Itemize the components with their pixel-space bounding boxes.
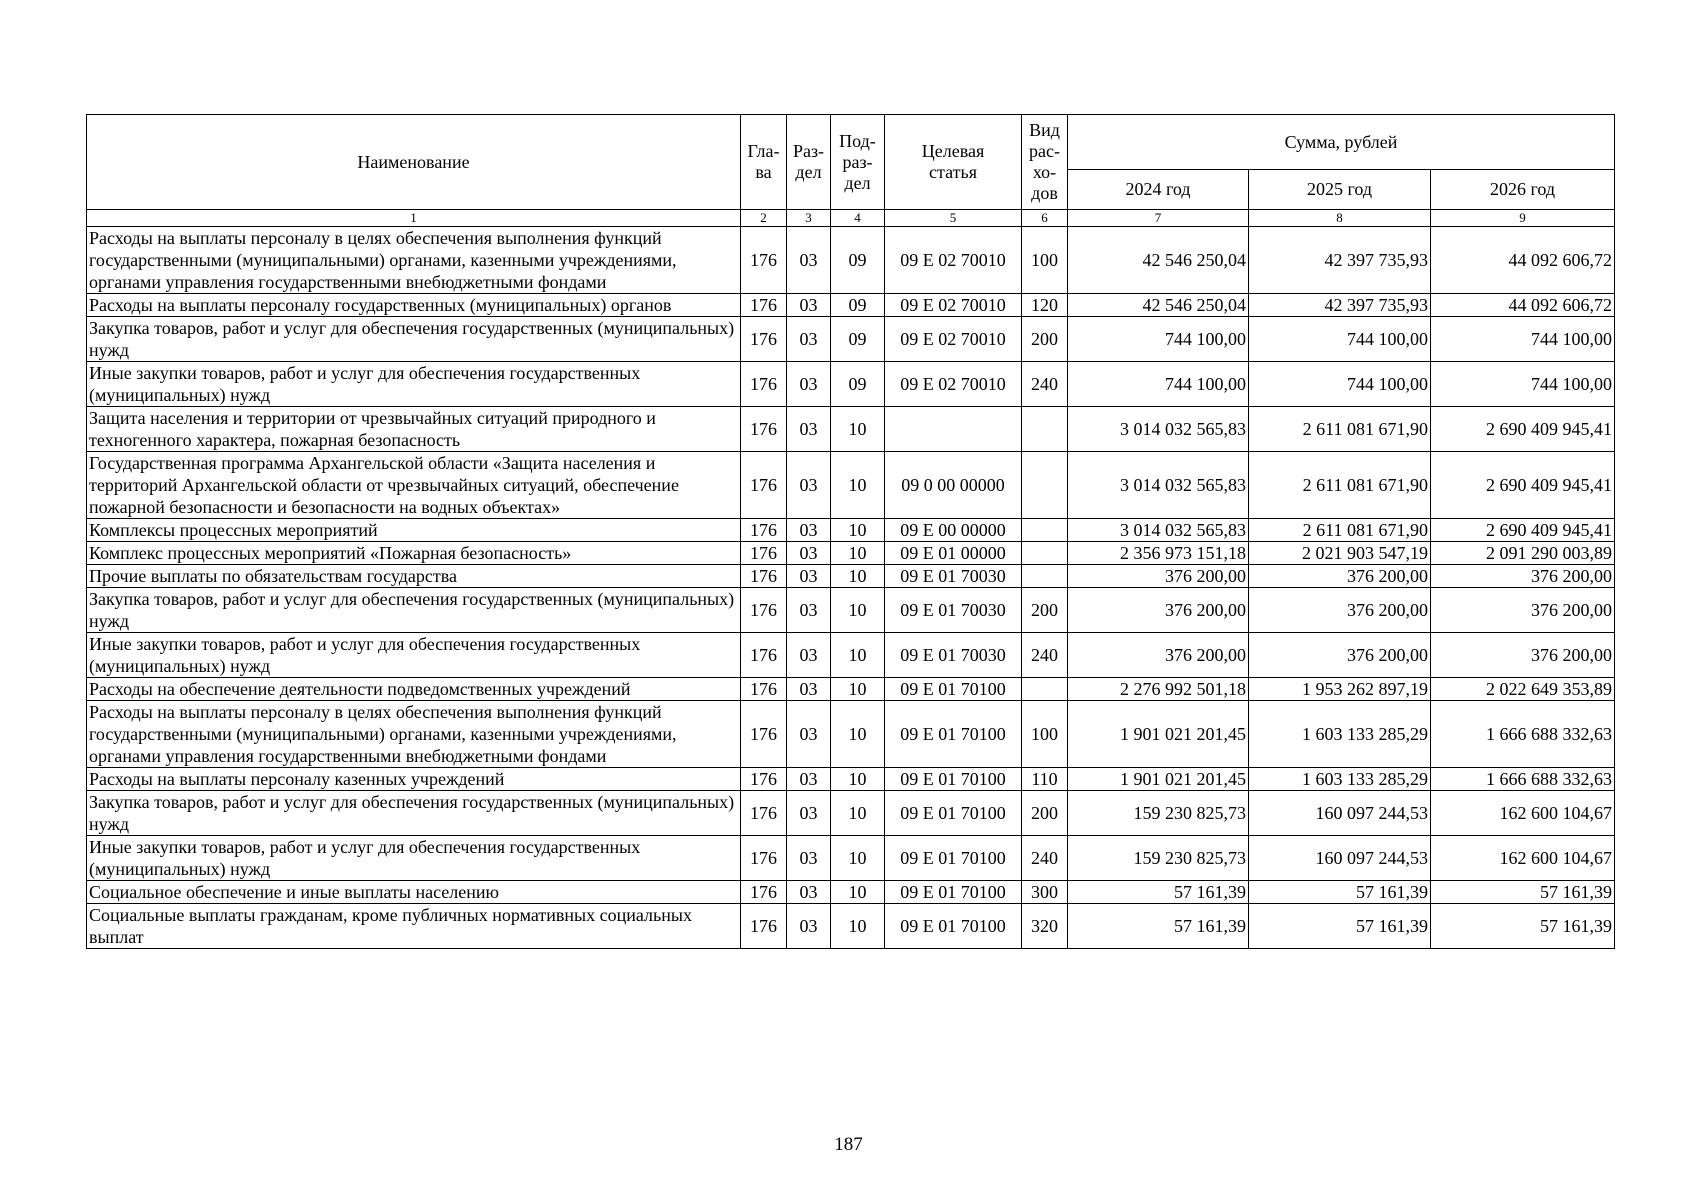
row-amount-2026: 2 022 649 353,89 [1431,678,1615,701]
row-name: Государственная программа Архангельской области «Защита населения и территорий Архангельской области от чрезвычайных ситуаций, обеспечение пожарной безопасности и безопасности на водных объектах» [87,452,741,519]
row-tselevaya-statya: 09 Е 02 70010 [885,227,1022,294]
row-name: Расходы на выплаты персоналу в целях обеспечения выполнения функций государственными (муниципальными) органами, казенными учреждениями, органами управления государственными внебюджетными фондами [87,701,741,768]
row-podrazdel: 10 [831,565,885,588]
table-body [87,210,1615,949]
row-name: Социальное обеспечение и иные выплаты населению [87,881,741,904]
column-number: 9 [1431,210,1615,227]
row-amount-2026: 162 600 104,67 [1431,836,1615,881]
row-glava: 176 [741,791,787,836]
header-name: Наименование [87,115,741,210]
row-podrazdel: 09 [831,227,885,294]
header-razdel: Раз- дел [787,115,831,210]
row-amount-2025: 42 397 735,93 [1249,294,1431,317]
row-glava: 176 [741,768,787,791]
row-name: Иные закупки товаров, работ и услуг для обеспечения государственных (муниципальных) нужд [87,362,741,407]
row-name: Закупка товаров, работ и услуг для обеспечения государственных (муниципальных) нужд [87,791,741,836]
row-name: Закупка товаров, работ и услуг для обеспечения государственных (муниципальных) нужд [87,317,741,362]
header-glava: Гла- ва [741,115,787,210]
row-tselevaya-statya: 09 Е 02 70010 [885,362,1022,407]
row-name: Иные закупки товаров, работ и услуг для обеспечения государственных (муниципальных) нужд [87,633,741,678]
table-row [87,227,1615,294]
row-name: Социальные выплаты гражданам, кроме публичных нормативных социальных выплат [87,904,741,949]
column-number: 4 [831,210,885,227]
row-vid-raskhodov: 320 [1022,904,1068,949]
row-razdel: 03 [787,678,831,701]
row-amount-2026: 1 666 688 332,63 [1431,768,1615,791]
row-amount-2025: 2 021 903 547,19 [1249,542,1431,565]
row-podrazdel: 10 [831,836,885,881]
row-amount-2026: 376 200,00 [1431,588,1615,633]
row-razdel: 03 [787,791,831,836]
row-amount-2025: 1 953 262 897,19 [1249,678,1431,701]
row-amount-2024: 42 546 250,04 [1068,227,1249,294]
row-amount-2026: 2 690 409 945,41 [1431,519,1615,542]
row-amount-2025: 2 611 081 671,90 [1249,519,1431,542]
row-razdel: 03 [787,294,831,317]
row-tselevaya-statya: 09 Е 01 70100 [885,701,1022,768]
row-vid-raskhodov: 100 [1022,701,1068,768]
row-amount-2024: 57 161,39 [1068,881,1249,904]
row-podrazdel: 09 [831,317,885,362]
row-amount-2024: 159 230 825,73 [1068,836,1249,881]
row-glava: 176 [741,407,787,452]
column-numbers-row [87,210,1615,227]
table-row [87,294,1615,317]
row-glava: 176 [741,678,787,701]
row-amount-2026: 2 091 290 003,89 [1431,542,1615,565]
row-amount-2024: 3 014 032 565,83 [1068,407,1249,452]
row-tselevaya-statya: 09 Е 01 70100 [885,904,1022,949]
row-tselevaya-statya: 09 Е 01 70100 [885,881,1022,904]
row-amount-2025: 2 611 081 671,90 [1249,407,1431,452]
row-amount-2024: 2 276 992 501,18 [1068,678,1249,701]
table-row [87,904,1615,949]
row-tselevaya-statya: 09 Е 02 70010 [885,317,1022,362]
table-row [87,407,1615,452]
row-vid-raskhodov: 240 [1022,633,1068,678]
row-vid-raskhodov: 100 [1022,227,1068,294]
row-glava: 176 [741,542,787,565]
row-name: Расходы на обеспечение деятельности подведомственных учреждений [87,678,741,701]
row-vid-raskhodov [1022,407,1068,452]
table-row [87,836,1615,881]
row-amount-2024: 744 100,00 [1068,362,1249,407]
row-vid-raskhodov [1022,452,1068,519]
row-amount-2026: 44 092 606,72 [1431,227,1615,294]
row-podrazdel: 10 [831,519,885,542]
column-number: 2 [741,210,787,227]
row-amount-2026: 2 690 409 945,41 [1431,407,1615,452]
table-row [87,701,1615,768]
row-tselevaya-statya [885,407,1022,452]
row-glava: 176 [741,836,787,881]
table-row [87,768,1615,791]
row-amount-2025: 744 100,00 [1249,362,1431,407]
header-tselevaya-statya: Целевая статья [885,115,1022,210]
row-tselevaya-statya: 09 Е 01 00000 [885,542,1022,565]
row-razdel: 03 [787,701,831,768]
row-tselevaya-statya: 09 Е 02 70010 [885,294,1022,317]
row-amount-2026: 1 666 688 332,63 [1431,701,1615,768]
row-amount-2025: 57 161,39 [1249,881,1431,904]
row-tselevaya-statya: 09 Е 01 70030 [885,565,1022,588]
row-amount-2025: 42 397 735,93 [1249,227,1431,294]
row-amount-2025: 376 200,00 [1249,633,1431,678]
row-tselevaya-statya: 09 Е 01 70030 [885,633,1022,678]
table-row [87,791,1615,836]
row-amount-2024: 159 230 825,73 [1068,791,1249,836]
row-name: Расходы на выплаты персоналу в целях обеспечения выполнения функций государственными (муниципальными) органами, казенными учреждениями, органами управления государственными внебюджетными фондами [87,227,741,294]
row-amount-2024: 1 901 021 201,45 [1068,768,1249,791]
row-name: Прочие выплаты по обязательствам государства [87,565,741,588]
row-name: Расходы на выплаты персоналу казенных учреждений [87,768,741,791]
row-vid-raskhodov [1022,542,1068,565]
row-vid-raskhodov: 110 [1022,768,1068,791]
row-amount-2024: 3 014 032 565,83 [1068,519,1249,542]
row-vid-raskhodov [1022,565,1068,588]
row-podrazdel: 10 [831,542,885,565]
header-year-2026: 2026 год [1431,170,1615,210]
row-vid-raskhodov: 120 [1022,294,1068,317]
row-tselevaya-statya: 09 Е 00 00000 [885,519,1022,542]
row-podrazdel: 10 [831,791,885,836]
row-razdel: 03 [787,565,831,588]
row-tselevaya-statya: 09 Е 01 70100 [885,678,1022,701]
row-tselevaya-statya: 09 Е 01 70100 [885,768,1022,791]
row-name: Защита населения и территории от чрезвычайных ситуаций природного и техногенного характера, пожарная безопасность [87,407,741,452]
row-amount-2025: 376 200,00 [1249,565,1431,588]
row-razdel: 03 [787,317,831,362]
row-amount-2024: 42 546 250,04 [1068,294,1249,317]
row-tselevaya-statya: 09 Е 01 70100 [885,791,1022,836]
header-year-2025: 2025 год [1249,170,1431,210]
row-razdel: 03 [787,542,831,565]
row-amount-2025: 2 611 081 671,90 [1249,452,1431,519]
row-glava: 176 [741,317,787,362]
table-row [87,519,1615,542]
row-amount-2024: 376 200,00 [1068,633,1249,678]
row-amount-2025: 376 200,00 [1249,588,1431,633]
row-amount-2025: 744 100,00 [1249,317,1431,362]
table-row [87,678,1615,701]
table-row [87,317,1615,362]
table-row [87,452,1615,519]
header-year-2024: 2024 год [1068,170,1249,210]
row-vid-raskhodov: 300 [1022,881,1068,904]
row-podrazdel: 10 [831,678,885,701]
table-row [87,588,1615,633]
row-amount-2025: 160 097 244,53 [1249,791,1431,836]
column-number: 1 [87,210,741,227]
row-podrazdel: 09 [831,294,885,317]
table-row [87,633,1615,678]
row-razdel: 03 [787,362,831,407]
row-razdel: 03 [787,227,831,294]
table-row [87,565,1615,588]
row-podrazdel: 10 [831,407,885,452]
row-podrazdel: 10 [831,701,885,768]
row-razdel: 03 [787,452,831,519]
budget-table [86,114,1615,949]
row-vid-raskhodov [1022,519,1068,542]
row-glava: 176 [741,227,787,294]
row-glava: 176 [741,362,787,407]
table-row [87,881,1615,904]
column-number: 7 [1068,210,1249,227]
row-podrazdel: 10 [831,633,885,678]
row-podrazdel: 10 [831,904,885,949]
row-tselevaya-statya: 09 Е 01 70030 [885,588,1022,633]
column-number: 6 [1022,210,1068,227]
page-number: 187 [834,1134,863,1155]
row-razdel: 03 [787,519,831,542]
row-glava: 176 [741,588,787,633]
row-amount-2024: 57 161,39 [1068,904,1249,949]
column-number: 3 [787,210,831,227]
row-vid-raskhodov [1022,678,1068,701]
row-amount-2024: 3 014 032 565,83 [1068,452,1249,519]
row-razdel: 03 [787,881,831,904]
row-podrazdel: 10 [831,452,885,519]
row-razdel: 03 [787,633,831,678]
row-amount-2026: 57 161,39 [1431,904,1615,949]
row-razdel: 03 [787,904,831,949]
row-glava: 176 [741,294,787,317]
row-name: Иные закупки товаров, работ и услуг для обеспечения государственных (муниципальных) нужд [87,836,741,881]
row-amount-2025: 57 161,39 [1249,904,1431,949]
row-glava: 176 [741,701,787,768]
row-razdel: 03 [787,768,831,791]
row-glava: 176 [741,565,787,588]
row-podrazdel: 09 [831,362,885,407]
column-number: 8 [1249,210,1431,227]
header-podrazdel: Под- раз- дел [831,115,885,210]
row-vid-raskhodov: 240 [1022,362,1068,407]
row-amount-2026: 2 690 409 945,41 [1431,452,1615,519]
row-amount-2024: 1 901 021 201,45 [1068,701,1249,768]
row-podrazdel: 10 [831,768,885,791]
row-amount-2024: 376 200,00 [1068,565,1249,588]
row-amount-2026: 744 100,00 [1431,317,1615,362]
row-podrazdel: 10 [831,588,885,633]
row-amount-2026: 376 200,00 [1431,633,1615,678]
row-name: Комплекс процессных мероприятий «Пожарная безопасность» [87,542,741,565]
row-amount-2026: 57 161,39 [1431,881,1615,904]
row-amount-2024: 376 200,00 [1068,588,1249,633]
row-razdel: 03 [787,836,831,881]
row-glava: 176 [741,881,787,904]
row-glava: 176 [741,904,787,949]
row-vid-raskhodov: 200 [1022,588,1068,633]
row-vid-raskhodov: 240 [1022,836,1068,881]
row-amount-2025: 160 097 244,53 [1249,836,1431,881]
row-amount-2024: 2 356 973 151,18 [1068,542,1249,565]
row-name: Закупка товаров, работ и услуг для обеспечения государственных (муниципальных) нужд [87,588,741,633]
row-amount-2024: 744 100,00 [1068,317,1249,362]
header-vid-raskhodov: Вид рас- хо- дов [1022,115,1068,210]
row-podrazdel: 10 [831,881,885,904]
row-tselevaya-statya: 09 Е 01 70100 [885,836,1022,881]
table-row [87,542,1615,565]
row-amount-2026: 162 600 104,67 [1431,791,1615,836]
row-razdel: 03 [787,407,831,452]
row-razdel: 03 [787,588,831,633]
row-amount-2026: 376 200,00 [1431,565,1615,588]
row-name: Комплексы процессных мероприятий [87,519,741,542]
row-vid-raskhodov: 200 [1022,791,1068,836]
row-amount-2025: 1 603 133 285,29 [1249,768,1431,791]
header-summa: Сумма, рублей [1068,115,1615,170]
row-amount-2026: 44 092 606,72 [1431,294,1615,317]
row-amount-2025: 1 603 133 285,29 [1249,701,1431,768]
row-amount-2026: 744 100,00 [1431,362,1615,407]
column-number: 5 [885,210,1022,227]
row-glava: 176 [741,519,787,542]
row-glava: 176 [741,633,787,678]
row-vid-raskhodov: 200 [1022,317,1068,362]
table-row [87,362,1615,407]
row-name: Расходы на выплаты персоналу государственных (муниципальных) органов [87,294,741,317]
row-tselevaya-statya: 09 0 00 00000 [885,452,1022,519]
row-glava: 176 [741,452,787,519]
